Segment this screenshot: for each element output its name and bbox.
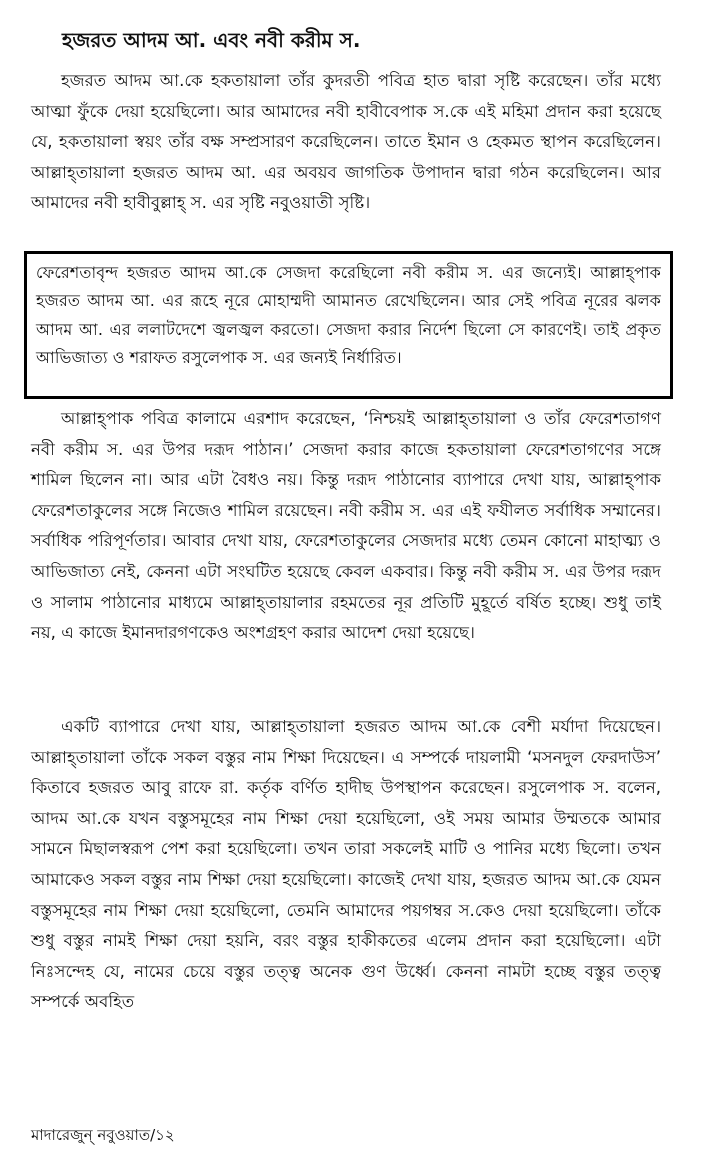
paragraph-3-container [31,404,661,649]
paragraph-4-container [31,712,661,1018]
paragraph-1: হজরত আদম আ.কে হকতায়ালা তাঁর কুদরতী পবিত্র হাত দ্বারা সৃষ্টি করেছেন। তাঁর মধ্যে আত্মা ফুঁকে দেয়া হয়েছিলো। আর আমাদের নবী হাবীবেপাক স.কে এই মহিমা প্রদান করা হয়েছে যে, হকতায়ালা স্বয়ং তাঁর বক্ষ সম্প্রসারণ করেছিলেন। তাতে ইমান ও হেকমত স্থাপন করেছিলেন। আল্লাহ্তায়ালা হজরত আদম আ. এর অবয়ব জাগতিক উপাদান দ্বারা গঠন করেছিলেন। আর আমাদের নবী হাবীবুল্লাহ্ স. এর সৃষ্টি নবুওয়াতী সৃষ্টি। [31,71,661,213]
paragraph-4: একটি ব্যাপারে দেখা যায়, আল্লাহ্তায়ালা হজরত আদম আ.কে বেশী মর্যাদা দিয়েছেন। আল্লাহ্তায়ালা তাঁকে সকল বস্তুর নাম শিক্ষা দিয়েছেন। এ সম্পর্কে দায়লামী ‘মসনদুল ফেরদাউস’ কিতাবে হজরত আবু রাফে রা. কর্তৃক বর্ণিত হাদীছ উপস্থাপন করেছেন। রসুলেপাক স. বলেন, আদম আ.কে যখন বস্তুসমূহের নাম শিক্ষা দেয়া হয়েছিলো, ওই সময় আমার উম্মতকে আমার সামনে মিছালস্বরূপ পেশ করা হয়েছিলো। তখন তারা সকলেই মাটি ও পানির মধ্যে ছিলো। তখন আমাকেও সকল বস্তুর নাম শিক্ষা দেয়া হয়েছিলো। কাজেই দেখা যায়, হজরত আদম আ.কে যেমন বস্তুসমূহের নাম শিক্ষা দেয়া হয়েছিলো, তেমনি আমাদের পয়গম্বর স.কেও দেয়া হয়েছিলো। তাঁকে শুধু বস্তুর নামই শিক্ষা দেয়া হয়নি, বরং বস্তুর হাকীকতের এলেম প্রদান করা হয়েছিলো। এটা নিঃসন্দেহ যে, নামের চেয়ে বস্তুর তত্ত্ব অনেক গুণ উর্ধ্বে। কেননা নামটা হচ্ছে বস্তুর তত্ত্ব সম্পর্কে অবহিত [31,717,661,1012]
page-title: হজরত আদম আ. এবং নবী করীম স. [62,28,361,52]
highlighted-box [24,251,673,399]
page-footer: মাদারেজুন্ নবুওয়াত/১২ [31,1126,175,1144]
paragraph-2-boxed: ফেরেশতাবৃন্দ হজরত আদম আ.কে সেজদা করেছিলো নবী করীম স. এর জন্যেই। আল্লাহ্পাক হজরত আদম আ. এর রূহে নূরে মোহাম্মদী আমানত রেখেছিলেন। আর সেই পবিত্র নূরের ঝলক আদম আ. এর ললাটদেশে জ্বলজ্বল করতো। সেজদা করার নির্দেশ ছিলো সে কারণেই। তাই প্রকৃত আভিজাত্য ও শরাফত রসুলেপাক স. এর জন্যই নির্ধারিত। [36,263,661,368]
paragraph-1-container [31,66,661,219]
paragraph-3: আল্লাহ্পাক পবিত্র কালামে এরশাদ করেছেন, ‘নিশ্চয়ই আল্লাহ্তায়ালা ও তাঁর ফেরেশতাগণ নবী করীম স. এর উপর দরূদ পাঠান।’ সেজদা করার কাজে হকতায়ালা ফেরেশতাগণের সঙ্গে শামিল ছিলেন না। আর এটা বৈধও নয়। কিন্তু দরূদ পাঠানোর ব্যাপারে দেখা যায়, আল্লাহ্পাক ফেরেশতাকুলের সঙ্গে নিজেও শামিল রয়েছেন। নবী করীম স. এর এই ফযীলত সর্বাধিক সম্মানের। সর্বাধিক পরিপূর্ণতার। আবার দেখা যায়, ফেরেশতাকুলের সেজদার মধ্যে তেমন কোনো মাহাত্ম্য ও আভিজাত্য নেই, কেননা এটা সংঘটিত হয়েছে কেবল একবার। কিন্তু নবী করীম স. এর উপর দরূদ ও সালাম পাঠানোর মাধ্যমে আল্লাহ্তায়ালার রহমতের নূর প্রতিটি মুহূর্তে বর্ষিত হচ্ছে। শুধু তাই নয়, এ কাজে ইমানদারগণকেও অংশগ্রহণ করার আদেশ দেয়া হয়েছে। [31,409,661,643]
